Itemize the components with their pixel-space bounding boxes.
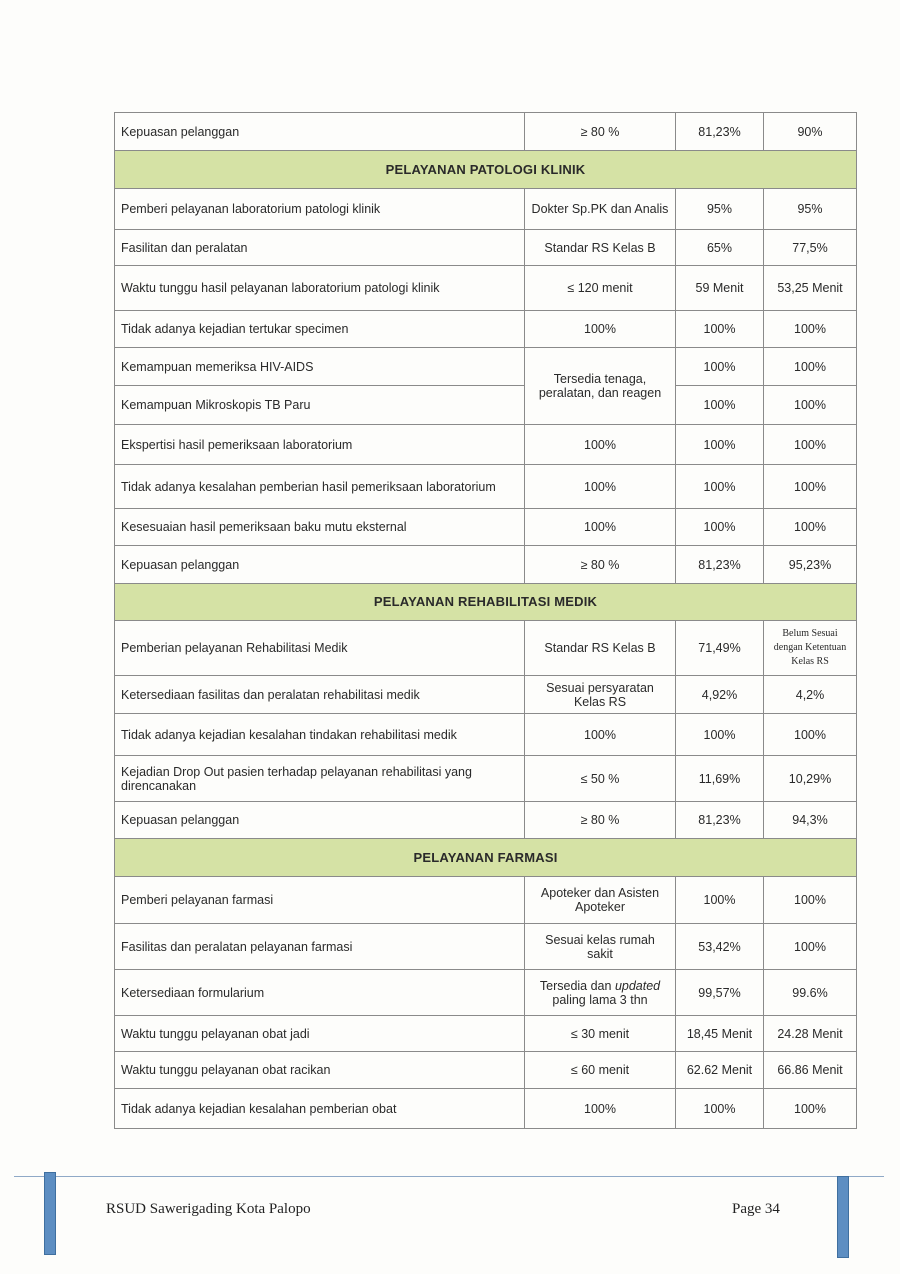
standard-cell: ≤ 60 menit	[525, 1052, 676, 1089]
indicator-cell: Tidak adanya kejadian tertukar specimen	[115, 311, 525, 348]
achievement-value-1: 4,92%	[676, 676, 764, 714]
achievement-value-1: 100%	[676, 509, 764, 546]
footer-right-bar	[837, 1176, 849, 1258]
indicator-table	[114, 112, 857, 1129]
indicator-cell: Ketersediaan formularium	[115, 970, 525, 1016]
indicator-cell: Ketersediaan fasilitas dan peralatan rehabilitasi medik	[115, 676, 525, 714]
achievement-value-2: 95,23%	[764, 546, 857, 584]
achievement-value-1: 100%	[676, 311, 764, 348]
indicator-cell: Kesesuaian hasil pemeriksaan baku mutu eksternal	[115, 509, 525, 546]
achievement-value-1: 62.62 Menit	[676, 1052, 764, 1089]
footer-left-bar	[44, 1172, 56, 1255]
indicator-cell: Waktu tunggu hasil pelayanan laboratorium patologi klinik	[115, 266, 525, 311]
achievement-value-2: Belum Sesuai dengan Ketentuan Kelas RS	[764, 621, 857, 676]
table-row	[115, 621, 857, 676]
achievement-value-2: 100%	[764, 509, 857, 546]
standard-cell: 100%	[525, 465, 676, 509]
table-row	[115, 970, 857, 1016]
achievement-value-1: 100%	[676, 425, 764, 465]
achievement-value-2: 100%	[764, 714, 857, 756]
table-row	[115, 386, 857, 425]
indicator-cell: Pemberian pelayanan Rehabilitasi Medik	[115, 621, 525, 676]
standard-text-part: paling lama 3 thn	[552, 992, 648, 1007]
standard-cell: ≥ 80 %	[525, 802, 676, 839]
table-row	[115, 924, 857, 970]
table-row	[115, 1089, 857, 1129]
footer-org-name: RSUD Sawerigading Kota Palopo	[106, 1201, 311, 1217]
indicator-cell: Kemampuan memeriksa HIV-AIDS	[115, 348, 525, 386]
achievement-value-2: 99.6%	[764, 970, 857, 1016]
table-row	[115, 266, 857, 311]
achievement-value-1: 100%	[676, 348, 764, 386]
standard-text-part: updated	[614, 978, 661, 993]
achievement-value-1: 81,23%	[676, 802, 764, 839]
standard-cell: Sesuai persyaratan Kelas RS	[525, 676, 676, 714]
table-row	[115, 348, 857, 386]
achievement-value-1: 71,49%	[676, 621, 764, 676]
standard-cell: Sesuai kelas rumah sakit	[525, 924, 676, 970]
achievement-value-1: 99,57%	[676, 970, 764, 1016]
achievement-value-2: 100%	[764, 924, 857, 970]
table-row	[115, 546, 857, 584]
indicator-cell: Kepuasan pelanggan	[115, 802, 525, 839]
standard-cell: 100%	[525, 1089, 676, 1129]
standard-cell: ≤ 120 menit	[525, 266, 676, 311]
table-row	[115, 465, 857, 509]
achievement-value-1: 100%	[676, 465, 764, 509]
table-row	[115, 714, 857, 756]
achievement-value-2: 100%	[764, 425, 857, 465]
indicator-cell: Fasilitas dan peralatan pelayanan farmasi	[115, 924, 525, 970]
standard-cell: ≤ 50 %	[525, 756, 676, 802]
achievement-value-2: 100%	[764, 311, 857, 348]
standard-cell	[525, 970, 676, 1016]
indicator-cell: Waktu tunggu pelayanan obat racikan	[115, 1052, 525, 1089]
standard-cell: Tersedia tenaga, peralatan, dan reagen	[525, 348, 676, 425]
achievement-value-2: 94,3%	[764, 802, 857, 839]
footer-divider	[14, 1176, 884, 1177]
table-row	[115, 802, 857, 839]
section-header-row	[115, 584, 857, 621]
achievement-value-2: 24.28 Menit	[764, 1016, 857, 1052]
achievement-value-2: 100%	[764, 465, 857, 509]
achievement-value-2: 95%	[764, 189, 857, 230]
standard-cell: 100%	[525, 425, 676, 465]
indicator-cell: Pemberi pelayanan farmasi	[115, 877, 525, 924]
indicator-cell: Tidak adanya kesalahan pemberian hasil pemeriksaan laboratorium	[115, 465, 525, 509]
table-row	[115, 113, 857, 151]
achievement-value-2: 100%	[764, 348, 857, 386]
table-row	[115, 230, 857, 266]
standard-cell: ≥ 80 %	[525, 546, 676, 584]
standard-cell: ≥ 80 %	[525, 113, 676, 151]
standard-cell: ≤ 30 menit	[525, 1016, 676, 1052]
standard-cell: Dokter Sp.PK dan Analis	[525, 189, 676, 230]
table-row	[115, 425, 857, 465]
standard-cell: Apoteker dan Asisten Apoteker	[525, 877, 676, 924]
standard-text-part: Tersedia dan	[539, 978, 615, 993]
section-header-row	[115, 151, 857, 189]
achievement-value-1: 18,45 Menit	[676, 1016, 764, 1052]
achievement-value-2: 10,29%	[764, 756, 857, 802]
achievement-value-1: 11,69%	[676, 756, 764, 802]
section-title: PELAYANAN PATOLOGI KLINIK	[115, 151, 857, 189]
indicator-cell: Kejadian Drop Out pasien terhadap pelayanan rehabilitasi yang direncanakan	[115, 756, 525, 802]
achievement-value-1: 65%	[676, 230, 764, 266]
table-row	[115, 877, 857, 924]
indicator-cell: Ekspertisi hasil pemeriksaan laboratorium	[115, 425, 525, 465]
table-row	[115, 509, 857, 546]
table-row	[115, 676, 857, 714]
indicator-cell: Fasilitan dan peralatan	[115, 230, 525, 266]
achievement-value-1: 100%	[676, 386, 764, 425]
standard-cell: Standar RS Kelas B	[525, 230, 676, 266]
achievement-value-2: 100%	[764, 386, 857, 425]
indicator-cell: Tidak adanya kejadian kesalahan pemberian obat	[115, 1089, 525, 1129]
footer-page-number: Page 34	[732, 1201, 780, 1217]
achievement-value-1: 100%	[676, 714, 764, 756]
indicator-cell: Kemampuan Mikroskopis TB Paru	[115, 386, 525, 425]
achievement-value-2: 4,2%	[764, 676, 857, 714]
table-row	[115, 311, 857, 348]
section-header-row	[115, 839, 857, 877]
table-row	[115, 189, 857, 230]
achievement-value-2: 100%	[764, 1089, 857, 1129]
achievement-value-1: 100%	[676, 877, 764, 924]
table-row	[115, 1016, 857, 1052]
standard-cell: 100%	[525, 311, 676, 348]
achievement-value-2: 53,25 Menit	[764, 266, 857, 311]
table-row	[115, 756, 857, 802]
achievement-value-2: 100%	[764, 877, 857, 924]
indicator-cell: Kepuasan pelanggan	[115, 113, 525, 151]
achievement-value-2: 66.86 Menit	[764, 1052, 857, 1089]
section-title: PELAYANAN REHABILITASI MEDIK	[115, 584, 857, 621]
achievement-value-1: 100%	[676, 1089, 764, 1129]
achievement-value-1: 81,23%	[676, 546, 764, 584]
achievement-value-1: 53,42%	[676, 924, 764, 970]
indicator-cell: Pemberi pelayanan laboratorium patologi klinik	[115, 189, 525, 230]
standard-cell: 100%	[525, 509, 676, 546]
achievement-value-1: 59 Menit	[676, 266, 764, 311]
achievement-value-2: 90%	[764, 113, 857, 151]
achievement-value-1: 95%	[676, 189, 764, 230]
indicator-cell: Tidak adanya kejadian kesalahan tindakan rehabilitasi medik	[115, 714, 525, 756]
section-title: PELAYANAN FARMASI	[115, 839, 857, 877]
achievement-value-1: 81,23%	[676, 113, 764, 151]
indicator-cell: Kepuasan pelanggan	[115, 546, 525, 584]
indicator-cell: Waktu tunggu pelayanan obat jadi	[115, 1016, 525, 1052]
standard-cell: 100%	[525, 714, 676, 756]
table-row	[115, 1052, 857, 1089]
standard-cell: Standar RS Kelas B	[525, 621, 676, 676]
achievement-value-2: 77,5%	[764, 230, 857, 266]
